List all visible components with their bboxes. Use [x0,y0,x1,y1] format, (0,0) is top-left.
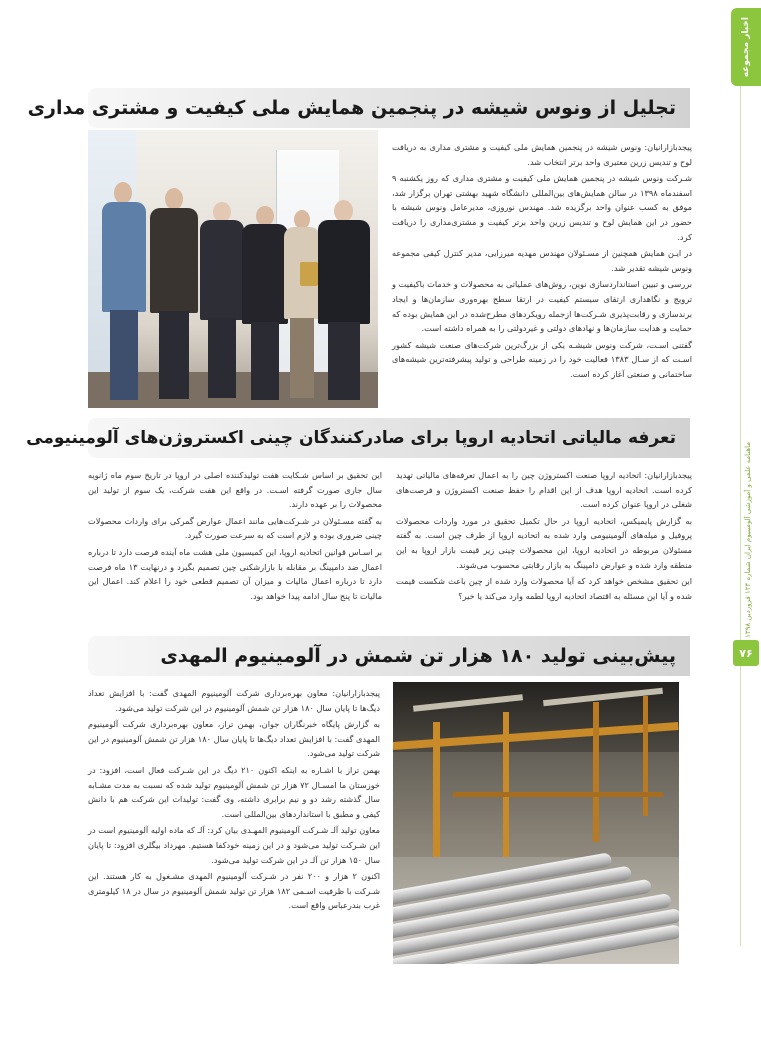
page-number: ۷۶ [733,640,759,666]
article2-headline [26,418,690,458]
factory-photo [393,682,679,964]
article3-headline [88,636,690,676]
article3-body [88,686,380,915]
article2-title: تعرفه مالیاتی اتحادیه اروپا برای صادرکنندگان چینی اکستروژن‌های آلومینیومی [26,428,676,448]
article2-paragraph: پیجدبازارانیان: اتحادیه اروپا صنعت اکستروژن چین را به اعمال تعرفه‌های مالیاتی تهدید کرده است. اتحادیه اروپا هدف از این اقدام را حفظ صنعت اکستروژن و فرصت‌های شغلی در اروپا عنوان کرده است. [396,470,692,510]
article1-paragraph: پیجدبازارانیان: ونوس شیشه در پنجمین همایش ملی کیفیت و مشتری مداری به دریافت لوح و تندیس زرین معتبری واحد برتر انتخاب شد. [392,142,692,167]
section-label: اخبار مجموعه [741,16,751,78]
article1-title: تجلیل از ونوس شیشه در پنجمین همایش ملی کیفیت و مشتری مداری [27,97,676,119]
article2-paragraph: به گفته مسـئولان در شـرکت‌هایی مانند اعمال عوارض گمرکی برای واردات محصولات چینی ضروری بوده و لازم است که به سرعت صورت گیرد. [88,515,382,541]
article3-paragraph: به گزارش پایگاه خبرنگاران جوان، بهمن تراز، معاون بهره‌برداری شرکت آلومینیوم المهدی گفت: با افزایش تعداد دیگ‌ها تا پایان سال ۱۸۰ هزار تن شمش آلومینیوم در این شرکت تولید می‌شود. [88,719,380,759]
article2-paragraph: این تحقیق بر اساس شـکایت هفت تولیدکننده اصلی در اروپا در تاریخ سوم ماه ژانویه سال جاری صورت گرفته اسـت. در واقع این هفت شرکت، یک سوم از تولید این محصولات را بر عهده دارند. [88,470,382,510]
article3-paragraph: اکنون ۲ هزار و ۲۰۰ نفر در شـرکت آلومینیوم المهدی مشـغول به کار هستند. این شـرکت با ظرفیت اسـمی ۱۸۲ هزار تن تولید شمش آلومینیوم در سال در ۱۸ کیلومتری غرب بندرعباس واقع است. [88,871,380,911]
article1-paragraph: شـرکت ونوس شیشه در پنجمین همایش ملی کیفیت و مشتری مداری که روز یکشنبه ۹ اسفندماه ۱۳۹۸ در سالن همایش‌های بین‌المللی دانشگاه شهید بهشتی تهران برگزار شد، موفق به کسب عنوان واحد برگزیده شد. مهندس نوروزی، مدیرعامل ونوس شیشه با حضور در این همایش لوح و تندیس زرین واحد برتر کیفیت و مشتری‌مداری را دریافت کرد. [392,173,692,242]
article1-headline [27,88,690,128]
issue-meta-text: ماهنامه علمی و آموزشی آلومینیوم ایران شماره ۱۲۴ فروردین ۱۳۹۸ [744,442,752,638]
ceremony-photo [88,130,378,408]
article3-paragraph: معاون تولید آلـ شـرکت آلومینیوم المهـدی بیان کرد: آلـ که ماده اولیه آلومینیوم است در این شـرکت تولید می‌شود و در این زمینه خودکفا هستیم. مهرداد بیگلری افزود: تا پایان سال ۱۵۰ هزار تن آلـ در این شرکت تولید می‌شود. [88,825,380,865]
article2-right-column [396,468,692,605]
article3-paragraph: پیجدبازارانیان: معاون بهره‌برداری شرکت آلومینیوم المهدی گفت: با افزایش تعداد دیگ‌ها تا پایان سال ۱۸۰ هزار تن شمش آلومینیوم در این شرکت تولید می‌شود. [88,688,380,713]
article1-body [392,140,692,384]
article1-paragraph: گفتنی اسـت، شرکت ونوس شیشـه یکی از بزرگ‌ترین شرکت‌های صنعت شیشه کشور اسـت که از سـال ۱۳۸۳ فعالیت خود را در زمینه طراحی و تولید پیشرفته‌ترین شیشه‌های ساختمانی و صنعتی آغاز کرده است. [392,339,692,379]
article2-paragraph: بر اسـاس قوانین اتحادیه اروپا، این کمیسیون ملی هشت ماه آینده فرصت دارد تا درباره اعمال ضد دامپینگ بر مقابله با بازارشکنی چین تصمیم بگیرد و درنهایت ۱۳ ماه فرصت دارد تا درباره اعمال مالیات و میزان آن تصمیم قطعی خود را اعلام کند. اعمال این مالیات تا پنج سال ادامه پیدا خواهد بود. [88,546,382,601]
article3-title: پیش‌بینی تولید ۱۸۰ هزار تن شمش در آلومینیوم المهدی [160,645,676,667]
article1-paragraph: بررسی و تبیین استانداردسازی نوین، روش‌های عملیاتی به محصولات و خدمات باکیفیت و ترویج و نگاهداری ارتقای سیستم کیفیت در ارتقا سطح بهره‌وری سازمان‌ها و ایجاد برندسازی و رقابت‌پذیری شـرکت‌ها ازجمله رویکردهای مطرح‌شده در این همایش بوده که حمایت و هدایت سازمان‌ها و نهادهای دولتی و غیردولتی را به همراه داشته است. [392,279,692,334]
article1-paragraph: در ایـن همایش همچنین از مسـئولان مهندس مهدیه میرزایی، مدیر کنترل کیفی مجموعه ونوس شیشه تقدیر شد. [392,248,692,273]
article3-paragraph: بهمن تراز با اشـاره به اینکه اکنون ۲۱۰ دیگ در این شـرکت فعال است، افزود: در خوزستان ما امسـال ۷۲ هزار تن شمش آلومینیوم تولید شده که نسبت به مدت مشـابه سال گذشته رشد دو و نیم برابری داشته، وی گفت: تولیدات این شرکت هم با دانش کیفی و مطبق با استانداردهای بین‌المللی است. [88,764,381,819]
section-tab [731,8,761,86]
article2-left-column [88,468,382,605]
article2-paragraph: به گزارش پایمیکس، اتحادیه اروپا در حال تکمیل تحقیق در مورد واردات محصولات پروفیل و میله‌های آلومینیومی وارد شده به اتحادیه اروپا از طرف چین است. به گفته مسئولان مربوطه در اتحادیه اروپا، این محصولات چینی زیر قیمت بازار اروپا به این منطقه وارد شده و عوارض دامپینگ به بازار رقابتی محسوب می‌شوند. [396,515,692,570]
article2-paragraph: این تحقیق مشخص خواهد کرد که آیا محصولات وارد شده از چین باعث شکست قیمت شده و آیا این مسئله به اقتصاد اتحادیه اروپا لطمه وارد می‌کند یا خیر؟ [396,576,692,601]
issue-meta [741,420,755,660]
